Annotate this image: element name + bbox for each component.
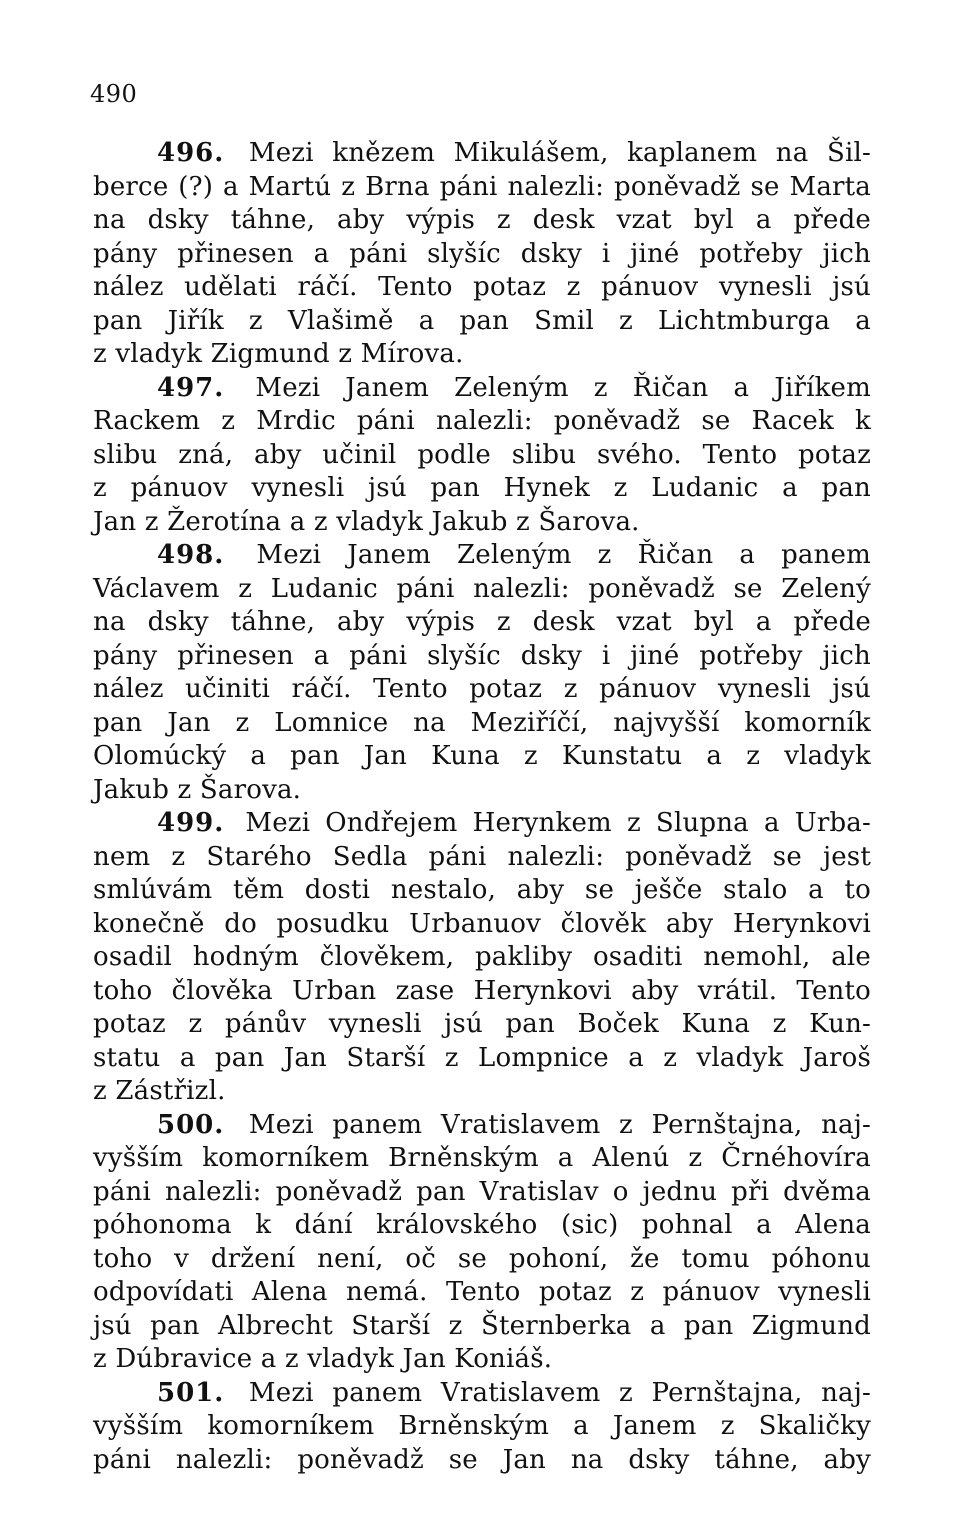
text-line: na dsky táhne, aby výpis z desk vzat byl a přede — [93, 205, 871, 235]
text-line: na dsky táhne, aby výpis z desk vzat byl a přede — [93, 607, 871, 637]
text-line: nález udělati ráčí. Tento potaz z pánuov vynesli jsú — [93, 272, 871, 302]
text-line: páni nalezli: poněvadž pan Vratislav o jednu při dvěma — [93, 1176, 871, 1207]
text-line: z Dúbravice a z vladyk Jan Koniáš. — [93, 1344, 553, 1374]
text-line: odpovídati Alena nemá. Tento potaz z pánuov vynesli — [93, 1277, 871, 1307]
text-line: pan Jan z Lomnice na Meziříčí, najvyšší komorník — [93, 707, 871, 738]
entry-number: 497. — [157, 372, 225, 403]
text-line: Olomúcký a pan Jan Kuna z Kunstatu a z vladyk — [93, 741, 871, 771]
entry-497 — [93, 372, 871, 540]
body-text — [93, 137, 871, 1477]
text-line: pan Jiřík z Vlašimě a pan Smil z Lichtmburga a — [93, 305, 871, 336]
entry-496 — [93, 137, 871, 372]
entry-number: 500. — [157, 1109, 225, 1140]
text-line: 498. Mezi Janem Zeleným z Řičan a panem — [157, 540, 871, 570]
text-line: 496. Mezi knězem Mikulášem, kaplanem na Šil- — [157, 138, 871, 168]
text-line: smlúvám těm dosti nestalo, aby se ješče stalo a to — [93, 875, 871, 905]
entry-500 — [93, 1109, 871, 1377]
text-line: pány přinesen a páni slyšíc dsky i jiné potřeby jich — [93, 238, 871, 269]
entry-number: 499. — [157, 808, 225, 838]
text-line: Jan z Žerotína a z vladyk Jakub z Šarova. — [93, 506, 640, 537]
text-line: potaz z pánův vynesli jsú pan Boček Kuna z Kun- — [93, 1009, 871, 1039]
text-line: 497. Mezi Janem Zeleným z Řičan a Jiříkem — [157, 372, 871, 403]
text-line: 499. Mezi Ondřejem Herynkem z Slupna a Urba- — [157, 808, 871, 838]
entry-number: 501. — [157, 1377, 225, 1408]
text-line: toho v držení není, oč se pohoní, že tomu póhonu — [93, 1243, 871, 1274]
text-line: páni nalezli: poněvadž se Jan na dsky táhne, aby — [93, 1444, 871, 1475]
text-line: z Zástřizl. — [93, 1076, 226, 1106]
text-line: jsú pan Albrecht Starší z Šternberka a pan Zigmund — [93, 1310, 871, 1341]
text-line: slibu zná, aby učinil podle slibu svého. Tento potaz — [93, 439, 871, 470]
entry-number: 496. — [157, 138, 225, 168]
text-line: vyšším komorníkem Brněnským a Janem z Skaličky — [93, 1411, 871, 1441]
text-line: konečně do posudku Urbanuov člověk aby Herynkovi — [93, 908, 871, 939]
text-line: pány přinesen a páni slyšíc dsky i jiné potřeby jich — [93, 640, 871, 671]
entry-499 — [93, 807, 871, 1109]
text-line: z vladyk Zigmund z Mírova. — [93, 339, 464, 369]
text-line: berce (?) a Martú z Brna páni nalezli: poněvadž se Marta — [93, 171, 871, 202]
text-line: toho člověka Urban zase Herynkovi aby vrátil. Tento — [93, 975, 871, 1006]
text-line: Jakub z Šarova. — [93, 774, 302, 805]
text-line: nález učiniti ráčí. Tento potaz z pánuov vynesli jsú — [93, 674, 871, 704]
text-line: Václavem z Ludanic páni nalezli: poněvadž se Zelený — [93, 573, 871, 604]
entry-498 — [93, 539, 871, 807]
entry-501 — [93, 1377, 871, 1478]
page-number: 490 — [90, 80, 138, 108]
text-line: nem z Starého Sedla páni nalezli: poněvadž se jest — [93, 841, 871, 872]
text-line: osadil hodným člověkem, pakliby osaditi nemohl, ale — [93, 942, 871, 972]
text-line: 501. Mezi panem Vratislavem z Pernštajna, naj- — [157, 1377, 871, 1408]
text-line: Rackem z Mrdic páni nalezli: poněvadž se Racek k — [93, 406, 871, 436]
entry-number: 498. — [157, 540, 225, 570]
text-line: póhonoma k dání královského (sic) pohnal a Alena — [93, 1210, 871, 1240]
text-line: z pánuov vynesli jsú pan Hynek z Ludanic a pan — [93, 473, 871, 503]
text-line: vyšším komorníkem Brněnským a Alenú z Črnéhovíra — [93, 1143, 871, 1173]
text-line: 500. Mezi panem Vratislavem z Pernštajna, naj- — [157, 1109, 871, 1140]
text-line: statu a pan Jan Starší z Lompnice a z vladyk Jaroš — [93, 1042, 871, 1073]
